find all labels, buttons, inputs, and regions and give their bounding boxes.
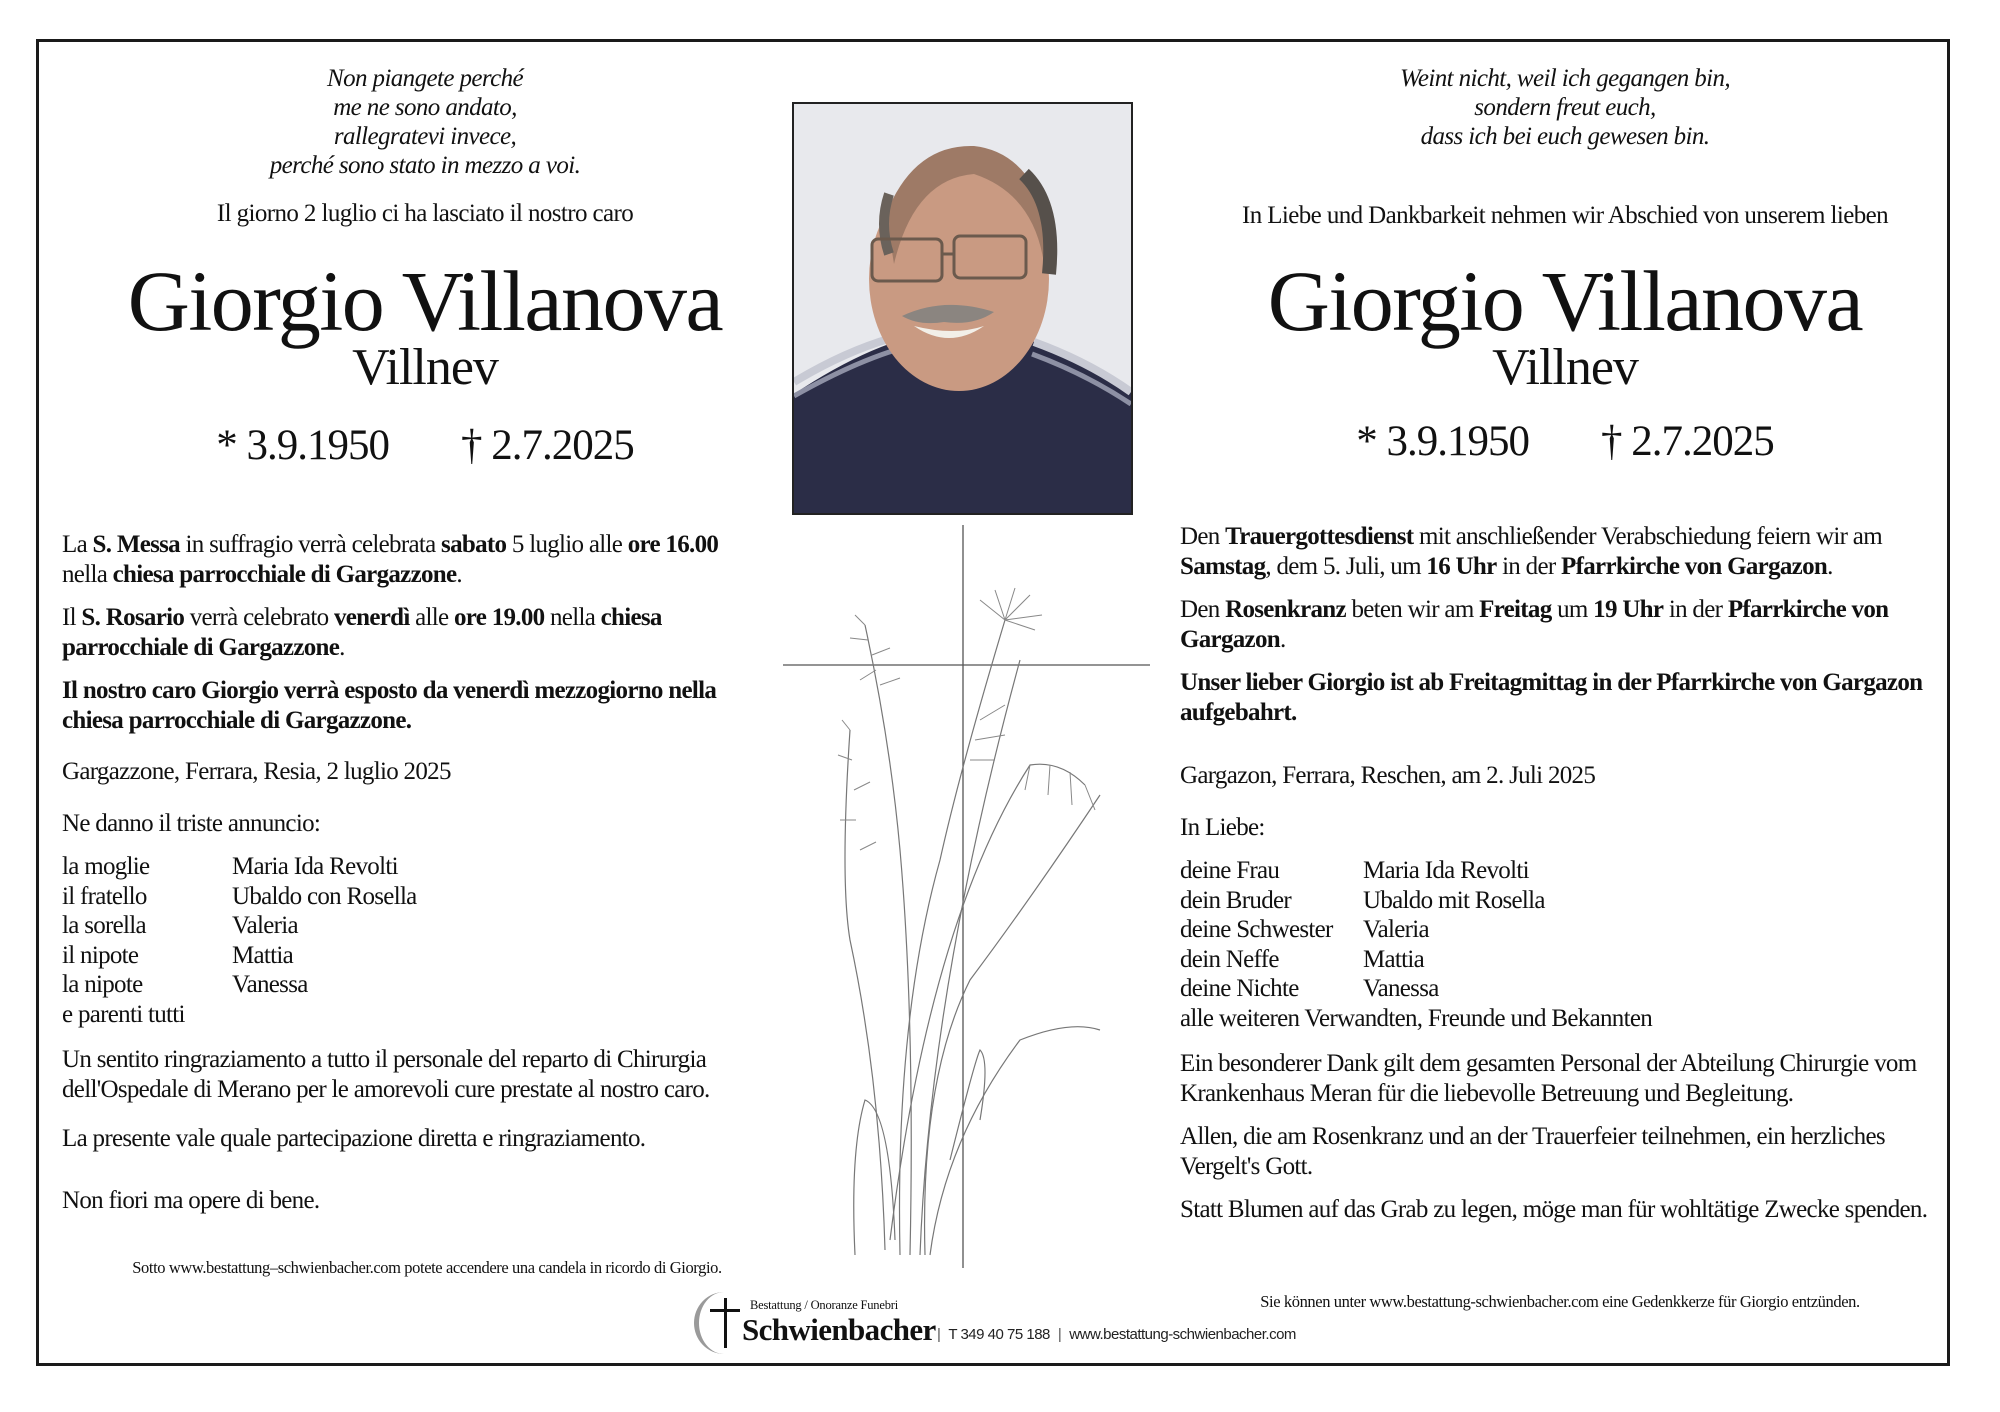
poem-line: sondern freut euch, <box>1474 94 1656 121</box>
relative-role: dein Neffe <box>1180 945 1279 973</box>
place-date: Gargazon, Ferrara, Reschen, am 2. Juli 2025 <box>1180 762 1596 789</box>
logo-cross-icon <box>724 1298 727 1348</box>
relatives-all: alle weiteren Verwandten, Freunde und Bekannten <box>1180 1004 1653 1032</box>
announcement-label: In Liebe: <box>1180 813 1265 841</box>
poem-line: Weint nicht, weil ich gegangen bin, <box>1399 65 1731 92</box>
website-link[interactable]: www.bestattung-schwienbacher.com <box>1069 1326 1296 1343</box>
deceased-name: Giorgio Villanova <box>127 253 723 349</box>
cross-grass-illustration <box>780 520 1180 1280</box>
relative-name: Mattia <box>1363 945 1425 973</box>
relative-role: dein Bruder <box>1180 886 1292 914</box>
viewing-paragraph: Il nostro caro Giorgio verrà esposto da venerdì mezzogiorno nella chiesa parrocchiale di Gargazzone. <box>62 677 717 734</box>
relative-name: Valeria <box>1363 916 1429 943</box>
portrait-image <box>794 104 1131 513</box>
deceased-name: Giorgio Villanova <box>1267 253 1863 349</box>
poem-line: rallegratevi invece, <box>333 123 517 150</box>
relative-name: Vanessa <box>1363 975 1439 1002</box>
relative-name: Valeria <box>232 912 298 939</box>
relative-name: Maria Ida Revolti <box>232 853 398 880</box>
funeral-home-logo <box>694 1290 1334 1356</box>
relative-name: Maria Ida Revolti <box>1363 857 1529 884</box>
place-date: Gargazzone, Ferrara, Resia, 2 luglio 2025 <box>62 758 451 785</box>
poem-line: me ne sono andato, <box>333 94 517 121</box>
candle-note-italian: Sotto www.bestattung–schwienbacher.com potete accendere una candela in ricordo di Giorgio. <box>132 1258 722 1277</box>
deceased-alias: Villnev <box>352 339 498 396</box>
relative-role: e parenti tutti <box>62 1000 185 1028</box>
rosary-paragraph: Il S. Rosario verrà celebrato venerdì alle ore 19.00 nella chiesa parrocchiale di Gargazzone. <box>62 604 662 661</box>
left-column-header <box>60 64 790 470</box>
logo-company-name: Schwienbacher <box>742 1312 936 1347</box>
german-intro: In Liebe und Dankbarkeit nehmen wir Abschied von unserem lieben <box>1241 202 1889 229</box>
rosary-thanks-paragraph: Allen, die am Rosenkranz und an der Trauerfeier teilnehmen, ein herzliches Vergelt's Gott. <box>1180 1123 1885 1180</box>
life-dates <box>1175 418 1955 466</box>
logo-subtitle: Bestattung / Onoranze Funebri <box>750 1298 898 1312</box>
birth-date: * 3.9.1950 <box>216 422 389 469</box>
funeral-service-paragraph: Den Trauergottesdienst mit anschließender Verabschiedung feiern wir am Samstag, dem 5. Juli, um 16 Uhr in der Pfarrkirche von Gargazon. <box>1180 523 1882 580</box>
relative-role: deine Frau <box>1180 857 1280 884</box>
deceased-alias: Villnev <box>1492 339 1638 396</box>
relative-name: Vanessa <box>232 971 308 998</box>
relative-name: Mattia <box>232 941 294 969</box>
relative-role: deine Schwester <box>1180 916 1333 943</box>
relative-name: Ubaldo con Rosella <box>232 882 417 910</box>
poem-line: dass ich bei euch gewesen bin. <box>1420 123 1710 150</box>
candle-note-german: Sie können unter www.bestattung-schwienbacher.com eine Gedenkkerze für Giorgio entzünden. <box>1260 1292 1860 1311</box>
relatives-list <box>1180 856 1950 1004</box>
relative-name: Ubaldo mit Rosella <box>1363 886 1545 914</box>
mass-paragraph: La S. Messa in suffragio verrà celebrata sabato 5 luglio alle ore 16.00 nella chiesa parrocchiale di Gargazzone. <box>62 531 719 588</box>
participation-note: La presente vale quale partecipazione diretta e ringraziamento. <box>62 1125 646 1152</box>
flowers-note: Non fiori ma opere di bene. <box>62 1186 320 1214</box>
relatives-list <box>62 852 762 1029</box>
flowers-note: Statt Blumen auf das Grab zu legen, möge man für wohltätige Zwecke spenden. <box>1180 1196 1928 1223</box>
relative-role: la moglie <box>62 853 150 880</box>
poem-line: Non piangete perché <box>327 65 523 92</box>
thanks-paragraph: Un sentito ringraziamento a tutto il personale del reparto di Chirurgia dell'Ospedale di Merano per le amorevoli cure prestate al nostro caro. <box>62 1046 710 1103</box>
relative-role: la sorella <box>62 912 146 939</box>
italian-intro: Il giorno 2 luglio ci ha lasciato il nostro caro <box>216 200 634 227</box>
logo-contact: | T 349 40 75 188 | www.bestattung-schwienbacher.com <box>937 1326 1296 1343</box>
relative-role: il fratello <box>62 882 147 910</box>
right-column-body <box>1180 522 1950 1239</box>
thanks-paragraph: Ein besonderer Dank gilt dem gesamten Personal der Abteilung Chirurgie vom Krankenhaus Meran für die liebevolle Betreuung und Begleitung. <box>1180 1050 1917 1107</box>
poem-line: perché sono stato in mezzo a voi. <box>269 152 581 179</box>
relative-name <box>232 1000 762 1030</box>
death-date: † 2.7.2025 <box>1601 418 1774 465</box>
portrait-photo <box>792 102 1133 515</box>
right-column-header <box>1175 64 1955 466</box>
viewing-paragraph: Unser lieber Giorgio ist ab Freitagmittag in der Pfarrkirche von Gargazon aufgebahrt. <box>1180 669 1923 726</box>
relative-role: il nipote <box>62 941 139 969</box>
left-column-body <box>62 530 762 1229</box>
announcement-label: Ne danno il triste annuncio: <box>62 809 321 837</box>
relative-role: deine Nichte <box>1180 975 1299 1002</box>
birth-date: * 3.9.1950 <box>1356 418 1529 465</box>
relative-role: la nipote <box>62 971 143 998</box>
life-dates <box>60 422 790 470</box>
italian-poem <box>60 64 790 180</box>
phone-number: T 349 40 75 188 <box>948 1326 1050 1343</box>
german-poem <box>1175 64 1955 151</box>
rosary-paragraph: Den Rosenkranz beten wir am Freitag um 19 Uhr in der Pfarrkirche von Gargazon. <box>1180 596 1889 653</box>
death-date: † 2.7.2025 <box>461 422 634 469</box>
